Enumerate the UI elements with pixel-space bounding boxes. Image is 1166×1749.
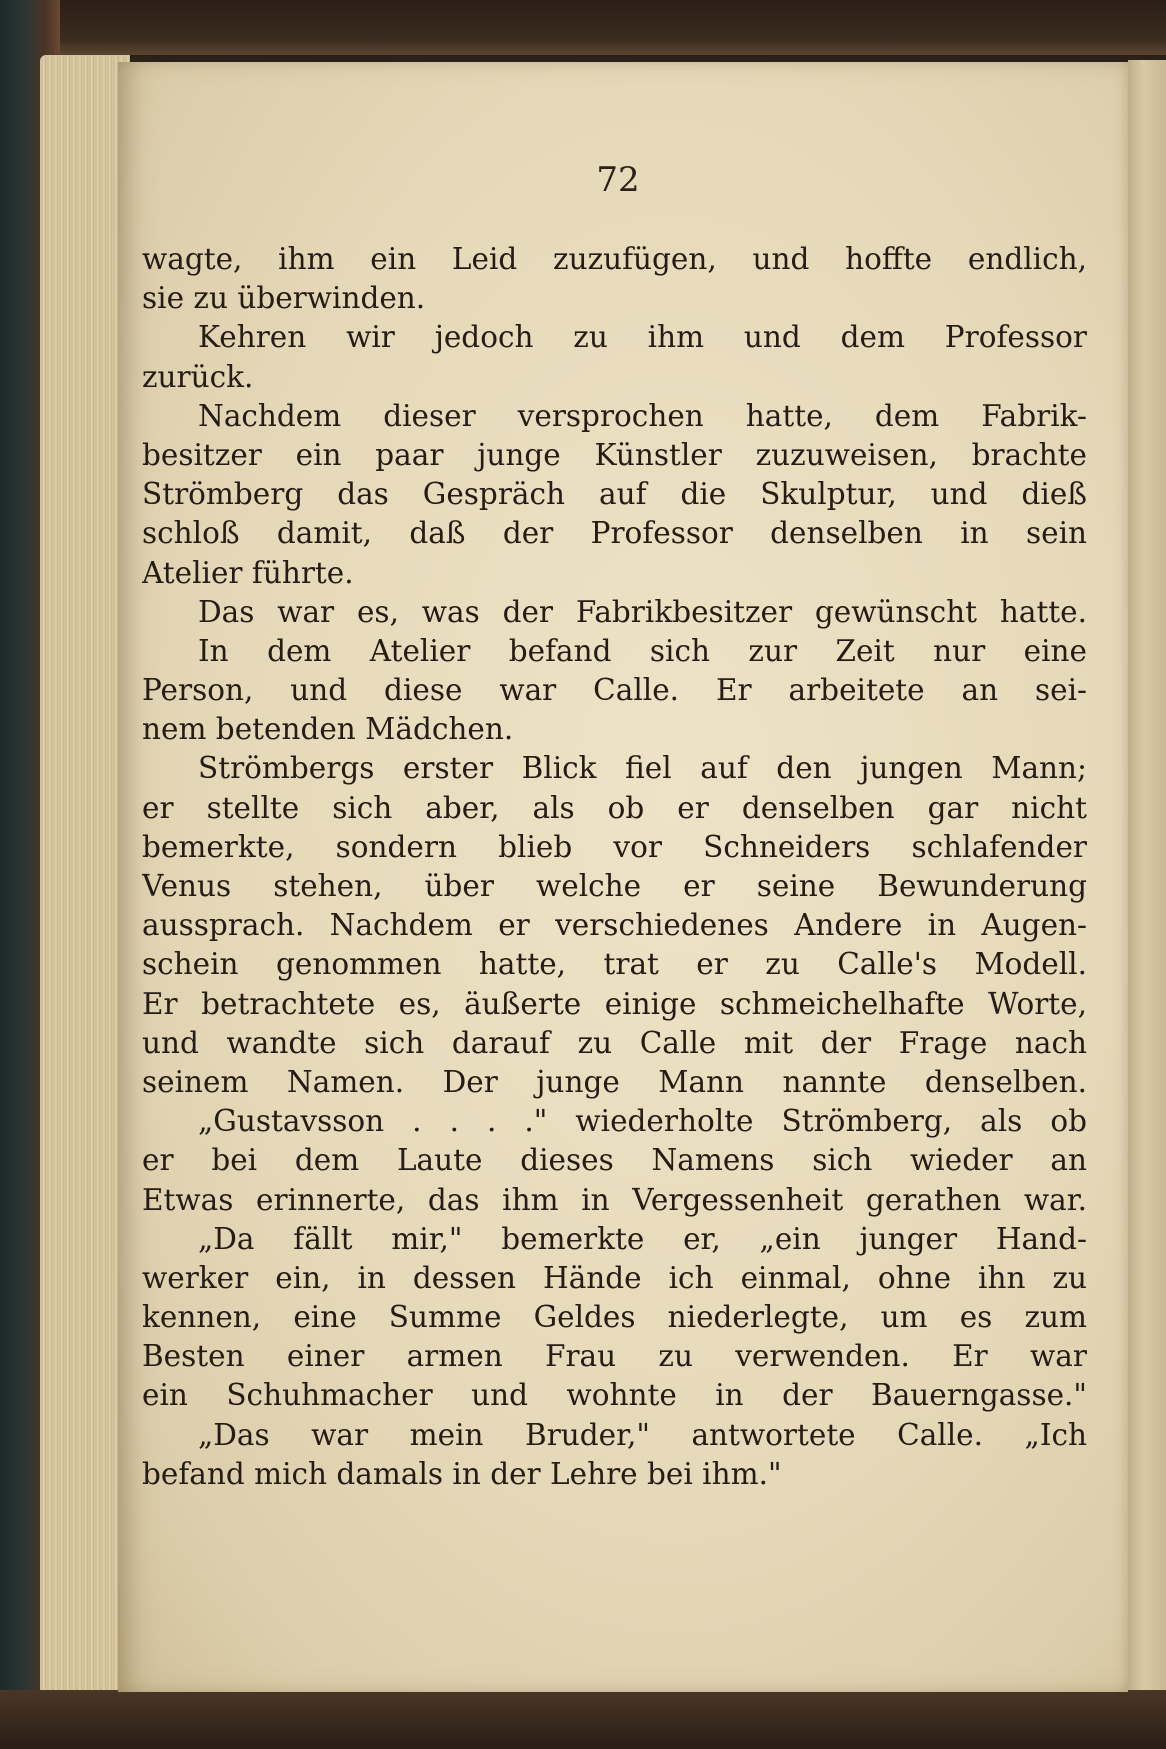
text-line: wagte, ihm ein Leid zuzufügen, und hoffte endlich, xyxy=(142,242,1087,276)
text-line: ein Schuhmacher und wohnte in der Bauerngasse." xyxy=(142,1378,1087,1413)
text-line: Kehren wir jedoch zu ihm und dem Professor xyxy=(198,320,1087,355)
book-cover-top xyxy=(0,0,1166,55)
text-line: kennen, eine Summe Geldes niederlegte, um es zum xyxy=(142,1300,1087,1335)
text-line: Atelier führte. xyxy=(142,555,354,590)
text-line: Er betrachtete es, äußerte einige schmeichelhafte Worte, xyxy=(142,986,1087,1021)
text-line: Venus stehen, über welche er seine Bewunderung xyxy=(142,869,1087,903)
facing-page-edge xyxy=(1128,60,1166,1700)
text-line: seinem Namen. Der junge Mann nannte denselben. xyxy=(142,1064,1087,1099)
text-line: „Das war mein Bruder," antwortete Calle. „Ich xyxy=(198,1417,1087,1452)
text-line: nem betenden Mädchen. xyxy=(142,712,514,747)
text-line: „Da fällt mir," bemerkte er, „ein junger Hand- xyxy=(198,1221,1087,1256)
page-text xyxy=(142,240,1087,1494)
text-line: Nachdem dieser versprochen hatte, dem Fabrik- xyxy=(198,398,1087,433)
page-number: 72 xyxy=(596,160,640,200)
text-line: besitzer ein paar junge Künstler zuzuweisen, brachte xyxy=(142,437,1087,472)
text-line: zurück. xyxy=(142,359,254,394)
text-line: und wandte sich darauf zu Calle mit der Frage nach xyxy=(142,1025,1087,1060)
text-line: schloß damit, daß der Professor denselben in sein xyxy=(142,516,1087,551)
text-line: Person, und diese war Calle. Er arbeitete an sei- xyxy=(142,673,1087,708)
book-cover-bottom xyxy=(0,1690,1166,1749)
page-edges xyxy=(40,55,130,1695)
text-line: aussprach. Nachdem er verschiedenes Andere in Augen- xyxy=(142,908,1087,943)
text-line: werker ein, in dessen Hände ich einmal, ohne ihn zu xyxy=(142,1260,1087,1295)
text-line: befand mich damals in der Lehre bei ihm." xyxy=(142,1456,782,1491)
text-line: In dem Atelier befand sich zur Zeit nur eine xyxy=(198,633,1087,668)
text-line: Strömberg das Gespräch auf die Skulptur, und dieß xyxy=(142,477,1087,512)
text-line: schein genommen hatte, trat er zu Calle's Modell. xyxy=(142,947,1087,982)
text-line: Etwas erinnerte, das ihm in Vergessenheit gerathen war. xyxy=(142,1182,1087,1217)
text-line: sie zu überwinden. xyxy=(142,281,426,316)
text-line: „Gustavsson . . . ." wiederholte Strömberg, als ob xyxy=(198,1104,1087,1139)
text-line: Strömbergs erster Blick fiel auf den jungen Mann; xyxy=(198,751,1087,786)
text-line: er bei dem Laute dieses Namens sich wieder an xyxy=(142,1143,1087,1178)
text-line: bemerkte, sondern blieb vor Schneiders schlafender xyxy=(142,829,1087,864)
text-line: Besten einer armen Frau zu verwenden. Er war xyxy=(142,1339,1087,1374)
text-line: Das war es, was der Fabrikbesitzer gewünscht hatte. xyxy=(198,594,1087,629)
text-line: er stellte sich aber, als ob er denselben gar nicht xyxy=(142,790,1087,825)
